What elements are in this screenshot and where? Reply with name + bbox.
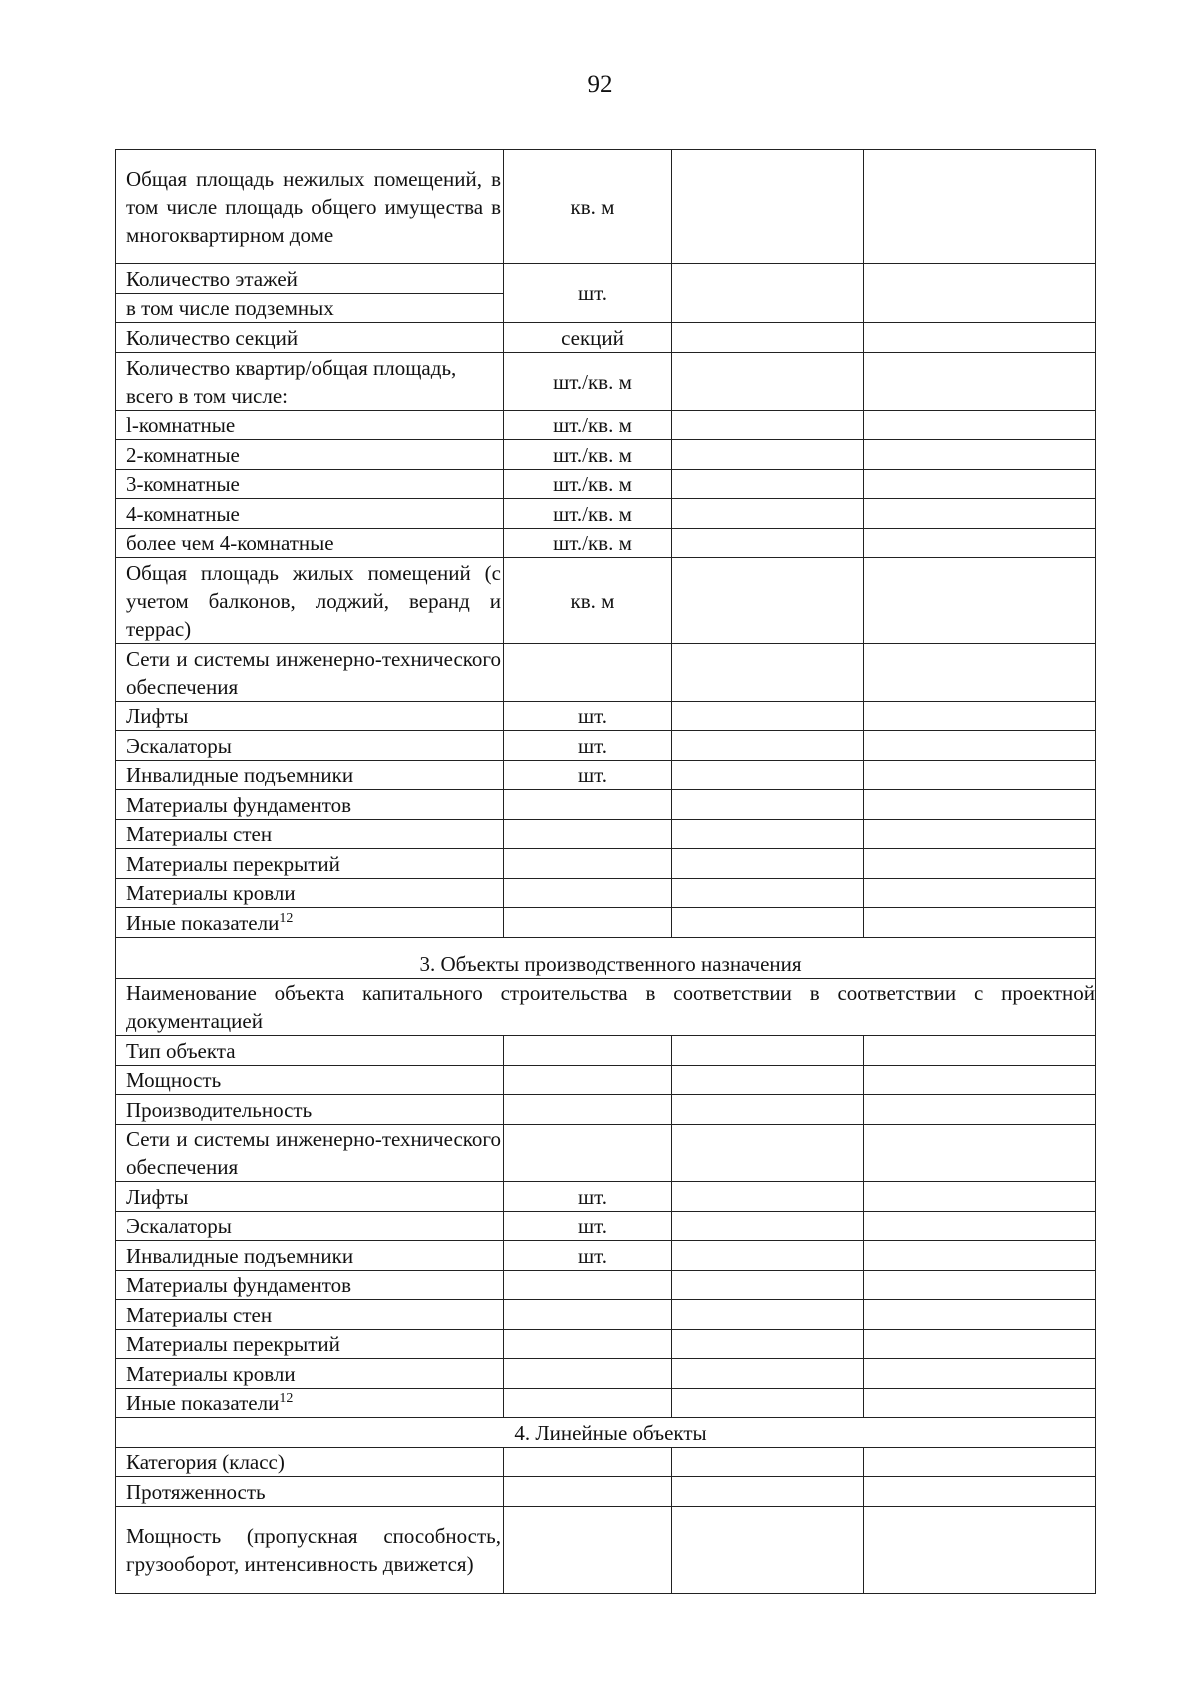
- value-cell[interactable]: [672, 529, 864, 558]
- value-cell[interactable]: [864, 1507, 1096, 1594]
- value-cell[interactable]: [864, 790, 1096, 820]
- table-row: [116, 1212, 1096, 1241]
- value-cell[interactable]: [672, 1036, 864, 1066]
- value-cell[interactable]: [672, 1241, 864, 1271]
- row-label: Материалы фундаментов: [116, 790, 504, 820]
- row-unit: [504, 1448, 672, 1477]
- value-cell[interactable]: [864, 1036, 1096, 1066]
- row-unit: [504, 1095, 672, 1125]
- row-label: 3-комнатные: [116, 470, 504, 499]
- table-row: [116, 264, 1096, 294]
- table-row: [116, 731, 1096, 761]
- row-label: [116, 1389, 504, 1418]
- row-unit: шт.: [504, 1241, 672, 1271]
- row-unit: кв. м: [504, 558, 672, 644]
- row-label: более чем 4-комнатные: [116, 529, 504, 558]
- value-cell[interactable]: [672, 150, 864, 264]
- value-cell[interactable]: [864, 558, 1096, 644]
- value-cell[interactable]: [672, 731, 864, 761]
- value-cell[interactable]: [864, 820, 1096, 849]
- row-unit: [504, 849, 672, 879]
- table-row: [116, 1066, 1096, 1095]
- row-unit: шт.: [504, 761, 672, 790]
- value-cell[interactable]: [672, 323, 864, 353]
- table-row: [116, 1095, 1096, 1125]
- row-unit: [504, 644, 672, 702]
- table-row: [116, 1389, 1096, 1418]
- table-row: [116, 1448, 1096, 1477]
- value-cell[interactable]: [672, 644, 864, 702]
- footnote-marker: 12: [279, 910, 294, 926]
- table-row: [116, 1036, 1096, 1066]
- value-cell[interactable]: [672, 411, 864, 440]
- table-row: [116, 849, 1096, 879]
- value-cell[interactable]: [672, 702, 864, 731]
- table-row: [116, 644, 1096, 702]
- row-label: Мощность: [116, 1066, 504, 1095]
- value-cell[interactable]: [864, 1477, 1096, 1507]
- row-label: Эскалаторы: [116, 731, 504, 761]
- row-label: Материалы стен: [116, 1300, 504, 1330]
- value-cell[interactable]: [864, 879, 1096, 908]
- row-unit: [504, 820, 672, 849]
- row-label: Мощность (пропускная способность, грузооборот, интенсивность движется): [116, 1507, 504, 1594]
- value-cell[interactable]: [672, 1300, 864, 1330]
- value-cell[interactable]: [864, 1066, 1096, 1095]
- row-unit: [504, 1330, 672, 1359]
- row-label: Категория (класс): [116, 1448, 504, 1477]
- value-cell[interactable]: [672, 1271, 864, 1300]
- row-unit: [504, 1271, 672, 1300]
- value-cell[interactable]: [672, 879, 864, 908]
- value-cell[interactable]: [864, 1212, 1096, 1241]
- value-cell[interactable]: [864, 411, 1096, 440]
- row-label: [116, 908, 504, 938]
- table-row: [116, 1300, 1096, 1330]
- value-cell[interactable]: [672, 1182, 864, 1212]
- table-row: [116, 879, 1096, 908]
- row-label: Эскалаторы: [116, 1212, 504, 1241]
- row-unit: шт./кв. м: [504, 499, 672, 529]
- table-row: [116, 1125, 1096, 1182]
- row-label: Количество секций: [116, 323, 504, 353]
- table-row: [116, 353, 1096, 411]
- footnote-marker: 12: [279, 1391, 294, 1406]
- value-cell[interactable]: [864, 353, 1096, 411]
- value-cell[interactable]: [864, 644, 1096, 702]
- value-cell[interactable]: [864, 264, 1096, 323]
- value-cell[interactable]: [864, 1095, 1096, 1125]
- row-unit: [504, 879, 672, 908]
- value-cell[interactable]: [672, 470, 864, 499]
- row-unit: шт.: [504, 731, 672, 761]
- section-header-row: [116, 1418, 1096, 1448]
- row-unit: [504, 1066, 672, 1095]
- value-cell[interactable]: [864, 1125, 1096, 1182]
- object-name-row: Наименование объекта капитального строительства в соответствии в соответствии с проектной документацией: [116, 979, 1096, 1036]
- row-label: Лифты: [116, 702, 504, 731]
- row-unit: кв. м: [504, 150, 672, 264]
- value-cell[interactable]: [864, 731, 1096, 761]
- row-unit: секций: [504, 323, 672, 353]
- value-cell[interactable]: [864, 761, 1096, 790]
- table-row: [116, 820, 1096, 849]
- value-cell[interactable]: [672, 1125, 864, 1182]
- value-cell[interactable]: [864, 1271, 1096, 1300]
- row-label: Производительность: [116, 1095, 504, 1125]
- value-cell[interactable]: [864, 1300, 1096, 1330]
- table-row: [116, 1241, 1096, 1271]
- row-unit: шт./кв. м: [504, 353, 672, 411]
- value-cell[interactable]: [672, 353, 864, 411]
- row-label: Материалы кровли: [116, 1359, 504, 1389]
- table-row: [116, 908, 1096, 938]
- row-label: 2-комнатные: [116, 440, 504, 470]
- table-row: [116, 411, 1096, 440]
- value-cell[interactable]: [864, 908, 1096, 938]
- value-cell[interactable]: [864, 499, 1096, 529]
- value-cell[interactable]: [672, 849, 864, 879]
- row-label: Материалы перекрытий: [116, 1330, 504, 1359]
- section-title: 4. Линейные объекты: [116, 1418, 1096, 1448]
- row-unit: шт./кв. м: [504, 440, 672, 470]
- page-number: 92: [587, 71, 613, 98]
- table-row: [116, 1359, 1096, 1389]
- value-cell[interactable]: [672, 761, 864, 790]
- value-cell[interactable]: [672, 1066, 864, 1095]
- section-title: 3. Объекты производственного назначения: [116, 938, 1096, 979]
- row-unit: шт.: [504, 1212, 672, 1241]
- value-cell[interactable]: [672, 1507, 864, 1594]
- value-cell[interactable]: [672, 1448, 864, 1477]
- row-label: Материалы фундаментов: [116, 1271, 504, 1300]
- table-row: [116, 1477, 1096, 1507]
- table-row: [116, 1271, 1096, 1300]
- row-unit: [504, 1507, 672, 1594]
- row-label: Тип объекта: [116, 1036, 504, 1066]
- table-row: [116, 470, 1096, 499]
- row-label: Количество этажей: [116, 264, 504, 294]
- value-cell[interactable]: [672, 1477, 864, 1507]
- row-label: Материалы кровли: [116, 879, 504, 908]
- table-row: [116, 499, 1096, 529]
- value-cell[interactable]: [864, 1330, 1096, 1359]
- table-row: [116, 790, 1096, 820]
- indicators-table: [115, 149, 1096, 1594]
- value-cell[interactable]: [864, 1448, 1096, 1477]
- row-label: Количество квартир/общая площадь, всего в том числе:: [116, 353, 504, 411]
- value-cell[interactable]: [864, 323, 1096, 353]
- row-unit: [504, 1359, 672, 1389]
- table-row: [116, 529, 1096, 558]
- row-unit: шт./кв. м: [504, 411, 672, 440]
- value-cell[interactable]: [672, 1389, 864, 1418]
- row-label: Инвалидные подъемники: [116, 761, 504, 790]
- row-label: Материалы перекрытий: [116, 849, 504, 879]
- value-cell[interactable]: [864, 150, 1096, 264]
- row-label: Инвалидные подъемники: [116, 1241, 504, 1271]
- value-cell[interactable]: [672, 440, 864, 470]
- value-cell[interactable]: [864, 1389, 1096, 1418]
- value-cell[interactable]: [672, 264, 864, 323]
- row-unit: [504, 1477, 672, 1507]
- row-label: l-комнатные: [116, 411, 504, 440]
- table-row: [116, 1507, 1096, 1594]
- row-label: Общая площадь жилых помещений (с учетом балконов, лоджий, веранд и террас): [116, 558, 504, 644]
- table-row: [116, 979, 1096, 1036]
- row-unit: шт./кв. м: [504, 529, 672, 558]
- value-cell[interactable]: [672, 1330, 864, 1359]
- value-cell[interactable]: [864, 470, 1096, 499]
- value-cell[interactable]: [672, 558, 864, 644]
- row-sub-label: в том числе подземных: [116, 294, 504, 323]
- row-label: Общая площадь нежилых помещений, в том числе площадь общего имущества в многоквартирном доме: [116, 150, 504, 264]
- value-cell[interactable]: [864, 529, 1096, 558]
- row-unit: [504, 790, 672, 820]
- value-cell[interactable]: [864, 440, 1096, 470]
- row-label: Протяженность: [116, 1477, 504, 1507]
- table-row: [116, 1330, 1096, 1359]
- row-unit: [504, 1125, 672, 1182]
- row-unit: шт.: [504, 702, 672, 731]
- value-cell[interactable]: [864, 849, 1096, 879]
- table-row: [116, 323, 1096, 353]
- row-label-text: Иные показатели: [126, 910, 280, 935]
- row-label: Сети и системы инженерно-технического обеспечения: [116, 644, 504, 702]
- row-label: 4-комнатные: [116, 499, 504, 529]
- value-cell[interactable]: [672, 790, 864, 820]
- row-label-text: Иные показатели: [126, 1391, 280, 1415]
- value-cell[interactable]: [672, 499, 864, 529]
- table-row: [116, 761, 1096, 790]
- table-row: [116, 702, 1096, 731]
- value-cell[interactable]: [864, 1241, 1096, 1271]
- value-cell[interactable]: [864, 1182, 1096, 1212]
- value-cell[interactable]: [864, 1359, 1096, 1389]
- row-unit: шт./кв. м: [504, 470, 672, 499]
- row-unit: шт.: [504, 1182, 672, 1212]
- row-label: Материалы стен: [116, 820, 504, 849]
- value-cell[interactable]: [672, 820, 864, 849]
- section-header-row: [116, 938, 1096, 979]
- row-unit: шт.: [504, 264, 672, 323]
- table-row: [116, 1182, 1096, 1212]
- value-cell[interactable]: [672, 908, 864, 938]
- table-row: [116, 440, 1096, 470]
- row-unit: [504, 1300, 672, 1330]
- row-unit: [504, 908, 672, 938]
- row-label: Лифты: [116, 1182, 504, 1212]
- table-row: [116, 558, 1096, 644]
- row-unit: [504, 1036, 672, 1066]
- table-row: [116, 150, 1096, 264]
- value-cell[interactable]: [672, 1359, 864, 1389]
- value-cell[interactable]: [864, 702, 1096, 731]
- row-label: Сети и системы инженерно-технического обеспечения: [116, 1125, 504, 1182]
- value-cell[interactable]: [672, 1095, 864, 1125]
- value-cell[interactable]: [672, 1212, 864, 1241]
- row-unit: [504, 1389, 672, 1418]
